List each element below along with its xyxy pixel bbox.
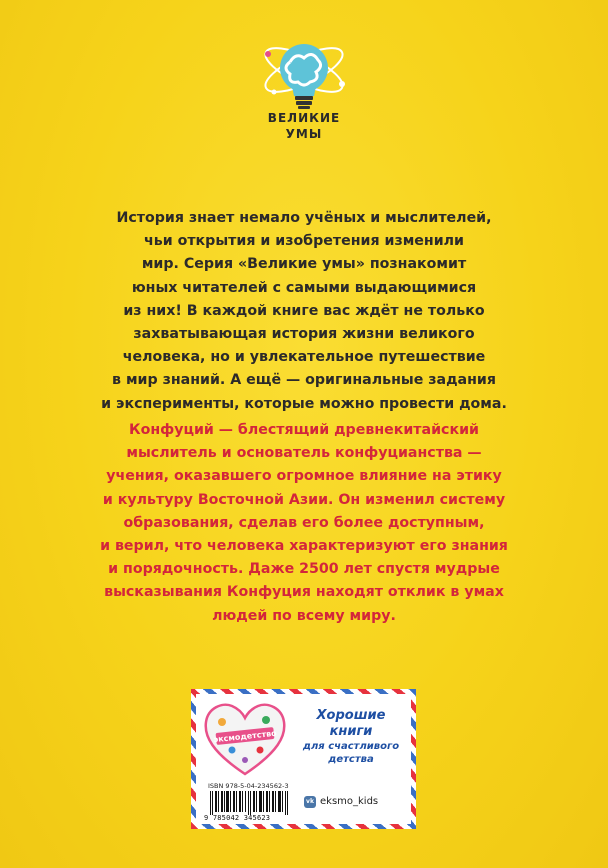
text-line: чьи открытия и изобретения изменили: [143, 233, 464, 250]
text-line: юных читателей с самыми выдающимися: [131, 279, 477, 296]
publisher-card: [191, 689, 416, 829]
text-line: Конфуций — блестящий древнекитайский: [129, 422, 479, 438]
text-line: высказывания Конфуция находят отклик в умах: [104, 584, 504, 601]
text-line: людей по всему миру.: [212, 607, 396, 624]
slogan-line: для счастливого: [302, 741, 400, 752]
slogan-line: книги: [329, 724, 373, 739]
heart-logo-icon: [202, 700, 288, 778]
text-line: и порядочность. Даже 2500 лет спустя мудрые: [108, 561, 500, 578]
book-description-paragraph: [100, 419, 508, 628]
text-line: человека, но и увлекательное путешествие: [122, 349, 486, 366]
text-line: в мир знаний. А ещё — оригинальные задания: [112, 372, 496, 389]
text-line: из них! В каждой книге вас ждёт не только: [123, 302, 485, 319]
text-line: захватывающая история жизни великого: [133, 326, 475, 343]
text-line: мир. Серия «Великие умы» познакомит: [141, 256, 467, 273]
text-line: и верил, что человека характеризуют его знания: [100, 538, 508, 555]
text-line: мыслитель и основатель конфуцианства —: [126, 445, 482, 462]
barcode-icon: [208, 791, 292, 815]
text-line: учения, оказавшего огромное влияние на этику: [106, 468, 502, 485]
series-title: [0, 110, 608, 142]
series-title-line: УМЫ: [285, 127, 323, 141]
publisher-slogan: [296, 708, 406, 766]
vk-social-icon: vk: [304, 796, 316, 808]
slogan-line: Хорошие: [316, 708, 386, 723]
isbn-label: ISBN 978-5-04-234562-3: [208, 782, 289, 790]
series-title-line: ВЕЛИКИЕ: [267, 111, 341, 125]
text-line: образования, сделав его более доступным,: [123, 514, 485, 531]
text-line: и эксперименты, которые можно провести дома.: [101, 395, 507, 412]
text-line: и культуру Восточной Азии. Он изменил систему: [102, 491, 506, 508]
slogan-line: детства: [328, 754, 374, 765]
series-description-paragraph: [100, 207, 508, 416]
social-handle: eksmo_kids: [320, 796, 379, 807]
barcode-digits: 9 785042 345623: [204, 814, 271, 822]
text-line: История знает немало учёных и мыслителей,: [116, 210, 492, 226]
heart-brand-text: эксмодетство: [213, 728, 278, 745]
